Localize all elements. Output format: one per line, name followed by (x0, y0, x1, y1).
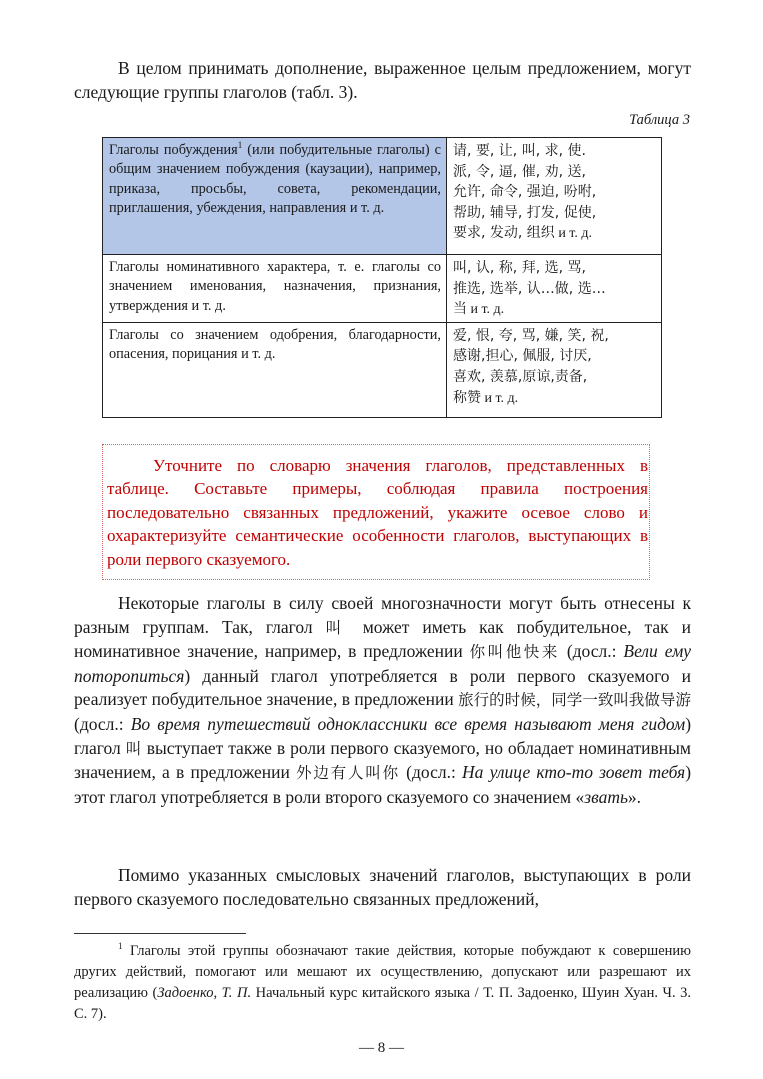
table-caption: Таблица 3 (629, 112, 690, 128)
intro-paragraph: В целом принимать дополнение, выраженное целым предложением, могут следующие группы глаголов (табл. 3). (74, 58, 691, 102)
verb-groups-table (102, 137, 662, 418)
table-cell-group: Глаголы номинативного характера, т. е. глаголы со значением именования, назначения, признания, утверждения и т. д. (103, 255, 447, 323)
task-text: Уточните по словарю значения глаголов, представленных в таблице. Составьте примеры, соблюдая правила построения последовательно связанных предложений, укажите осевое слово и охарактеризуйте семантические особенности глаголов, выступающих в роли первого сказуемого. (107, 456, 648, 569)
table-row (103, 255, 662, 323)
table-cell-group: Глаголы со значением одобрения, благодарности, опасения, порицания и т. д. (103, 322, 447, 417)
footnote: $^1$ Глаголы этой группы обозначают такие действия, которые побуждают к совершению других действий, помогают или мешают их осуществлению, допускают или разрешают их реализацию (Задоенко, Т. П. Начальный курс китайского языка / Т. П. Задоенко, Шуин Хуан. Ч. 3. С. 7). (74, 941, 692, 1022)
table-cell-verbs: 请, 要, 让, 叫, 求, 使. 派, 令, 逼, 催, 劝, 送, 允许, 命令, 强迫, 吩咐, 帮助, 辅导, 打发, 促使, 要求, 发动, 组织 и т. д. (447, 138, 662, 255)
table-cell-verbs: 爱, 恨, 夸, 骂, 嫌, 笑, 祝, 感谢,担心, 佩服, 讨厌, 喜欢, 羡慕,原谅,责备, 称赞 и т. д. (447, 322, 662, 417)
table-cell-group: Глаголы побуждения$^1$ (или побудительные глаголы) с общим значением побуждения (каузации), например, приказа, просьбы, совета, рекомендации, приглашения, убеждения, направления и т. д. (103, 138, 447, 255)
table-row (103, 322, 662, 417)
footnote-divider (74, 933, 246, 934)
body-paragraph-2: Помимо указанных смысловых значений глаголов, выступающих в роли первого сказуемого последовательно связанных предложений, (74, 865, 691, 909)
page-number: — 8 — (359, 1040, 404, 1056)
footnote-number: 1 (118, 941, 123, 952)
footnote-marker: 1 (237, 140, 243, 151)
table-row (103, 138, 662, 255)
table-cell-verbs: 叫, 认, 称, 拜, 选, 骂, 推选, 选举, 认…做, 选… 当 и т. д. (447, 255, 662, 323)
task-box (102, 444, 650, 580)
body-paragraph-1: Некоторые глаголы в силу своей многозначности могут быть отнесены к разным группам. Так, глагол 叫 может иметь как побудительное, так и номинативное значение, например, в предложении 你叫他快来 (досл.: Вели ему поторопиться) данный глагол употребляется в роли первого сказуемого и реализует побудительное значение, в предложении 旅行的时候，同学一致叫我做导游 (досл.: Во время путешествий одноклассники все время называют меня гидом) глагол 叫 выступает также в роли первого сказуемого, но обладает номинативным значением, а в предложении 外边有人叫你 (досл.: На улице кто-то зовет тебя) этот глагол употребляется в роли второго сказуемого со значением «звать». (74, 593, 692, 807)
